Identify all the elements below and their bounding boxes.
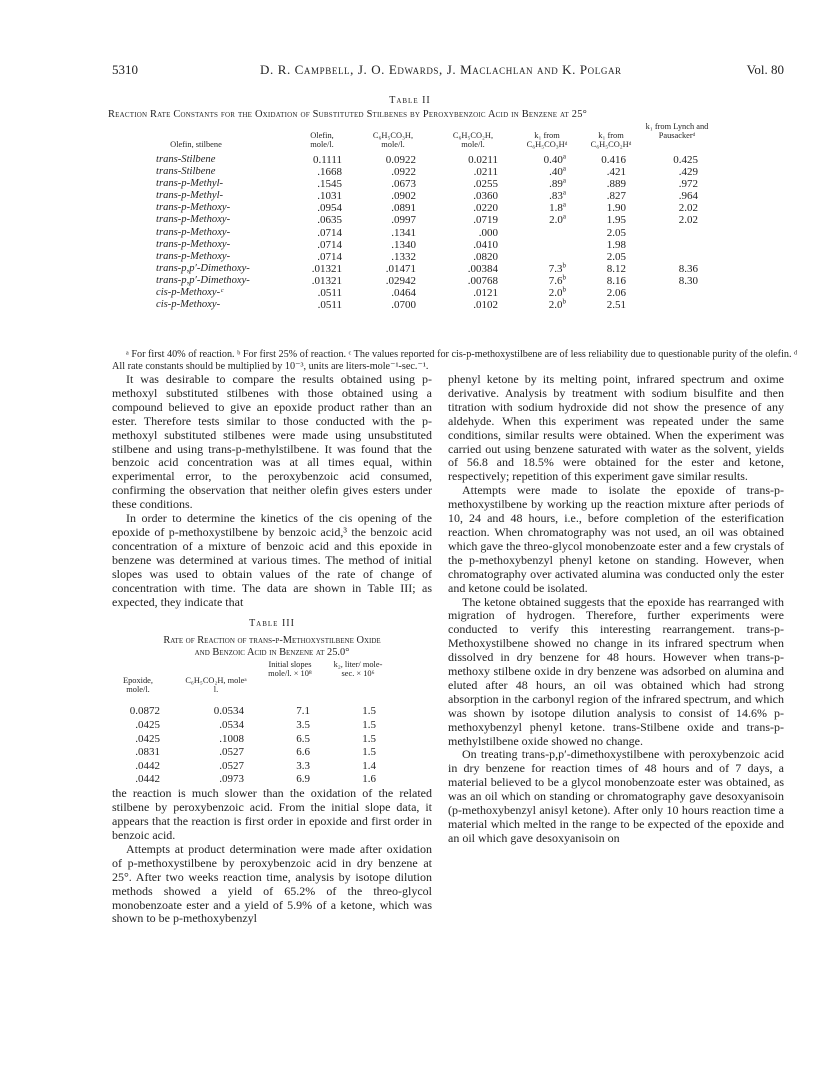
author-line: D. R. Campbell, J. O. Edwards, J. Maclachlan and K. Polgar bbox=[260, 62, 622, 77]
cell-k1-acid-value: .827 bbox=[606, 190, 626, 203]
cell-olefin-value: cis-p-Methoxy- bbox=[156, 299, 221, 311]
cell-k1-acid-value: 1.98 bbox=[606, 238, 626, 251]
cell-acid-conc bbox=[442, 154, 498, 166]
table-row bbox=[112, 705, 432, 718]
cell-acid-conc-value: .0211 bbox=[473, 166, 498, 179]
cell-olefin-conc bbox=[286, 202, 342, 214]
cell-olefin-conc bbox=[286, 214, 342, 226]
table-cell: 7.1 bbox=[296, 705, 310, 718]
footnote-marker: a bbox=[562, 176, 566, 185]
cell-k1-acid bbox=[580, 166, 626, 178]
col-header-olefin-conc: Olefin, mole/l. bbox=[310, 131, 334, 149]
table-row bbox=[112, 299, 812, 311]
cell-peracid-conc-value: 0.0922 bbox=[385, 154, 416, 166]
cell-peracid-conc-value: .02942 bbox=[385, 274, 416, 287]
cell-k1-acid bbox=[580, 190, 626, 202]
cell-olefin-conc-value: .0954 bbox=[317, 202, 342, 215]
cell-olefin bbox=[156, 287, 223, 299]
cell-olefin-conc bbox=[286, 166, 342, 178]
cell-peracid-conc bbox=[360, 263, 416, 275]
table-cell: .0425 bbox=[135, 732, 160, 745]
table-row bbox=[112, 214, 812, 226]
cell-olefin-conc bbox=[286, 263, 342, 275]
cell-acid-conc bbox=[442, 239, 498, 251]
right-column bbox=[448, 373, 784, 846]
cell-olefin-conc bbox=[286, 275, 342, 287]
cell-olefin-conc-value: .1031 bbox=[317, 190, 342, 203]
cell-peracid-conc-value: .0673 bbox=[391, 178, 416, 191]
cell-olefin-conc bbox=[286, 154, 342, 166]
table-ii-label: Table II bbox=[389, 95, 431, 106]
cell-acid-conc bbox=[442, 190, 498, 202]
footnote-marker: b bbox=[562, 285, 566, 294]
footnote-marker: a bbox=[562, 200, 566, 209]
cell-olefin-value: trans-p-Methyl- bbox=[156, 178, 224, 190]
cell-acid-conc-value: .00768 bbox=[467, 274, 498, 287]
cell-k1-acid bbox=[580, 239, 626, 251]
table-row bbox=[112, 719, 432, 732]
cell-k1-peracid bbox=[512, 263, 566, 275]
table-iii-label: Table III bbox=[249, 618, 295, 630]
cell-k1-acid bbox=[580, 154, 626, 166]
cell-olefin bbox=[156, 263, 250, 275]
cell-peracid-conc bbox=[360, 239, 416, 251]
table-cell: 1.4 bbox=[362, 759, 376, 772]
cell-k1-acid bbox=[580, 202, 626, 214]
cell-k1-lit-value: .972 bbox=[678, 178, 698, 191]
col-header-epoxide: Epoxide, mole/l. bbox=[122, 676, 153, 695]
cell-k1-acid-value: .889 bbox=[606, 178, 626, 191]
table-cell: 3.5 bbox=[296, 718, 310, 731]
cell-k1-lit bbox=[644, 154, 698, 166]
cell-peracid-conc bbox=[360, 275, 416, 287]
table-row bbox=[112, 746, 432, 759]
col-header-acid-conc: C₆H₅CO₂H, mole/l. bbox=[452, 131, 494, 149]
table-iii-caption-line: and Benzoic Acid in Benzene at 25.0° bbox=[194, 647, 350, 659]
cell-k1-acid bbox=[580, 287, 626, 299]
paragraph: The ketone obtained suggests that the epoxide has rearranged with migration of hydrogen. Therefore, further experiments were conducted to verify this interesting rearrangement. trans-p-Methoxystilbene showed no change in its infrared spectrum when dissolved in dry benzene for 48 hours. However when trans-p-methoxy stilbene oxide in dry benzene was adsorbed on alumina and eluted after 48 hours, an oil was obtained which had strong absorption in the carbonyl region of the infrared spectrum, and which was shown by isotope dilution analysis to consist of 14.6% p-methoxybenzyl phenyl ketone. trans-Stilbene oxide and trans-p-methylstilbene oxide showed no change. bbox=[448, 594, 784, 748]
cell-peracid-conc-value: .0464 bbox=[391, 287, 416, 300]
cell-olefin-value: trans-p-Methoxy- bbox=[156, 226, 231, 238]
col-header-slopes: Initial slopes mole/l. × 10⁸ bbox=[268, 660, 312, 679]
cell-acid-conc bbox=[442, 263, 498, 275]
cell-k1-peracid bbox=[512, 214, 566, 226]
volume-number: Vol. 80 bbox=[746, 62, 784, 77]
cell-peracid-conc-value: .1332 bbox=[391, 250, 416, 263]
table-iii-caption-line: Rate of Reaction of trans-p-Methoxystilbene Oxide bbox=[163, 635, 381, 647]
cell-olefin-conc-value: 0.1111 bbox=[312, 154, 342, 166]
cell-k1-lit bbox=[644, 202, 698, 214]
cell-acid-conc-value: .0719 bbox=[473, 214, 498, 227]
cell-k1-acid-value: 1.90 bbox=[606, 202, 626, 215]
cell-olefin-conc-value: .0511 bbox=[317, 299, 342, 312]
cell-k1-peracid bbox=[512, 190, 566, 202]
cell-acid-conc-value: .0820 bbox=[473, 250, 498, 263]
cell-k1-lit bbox=[644, 275, 698, 287]
table-cell: 6.6 bbox=[296, 746, 310, 759]
cell-olefin-conc-value: .0714 bbox=[317, 250, 342, 263]
cell-olefin-conc-value: .0511 bbox=[317, 287, 342, 300]
cell-peracid-conc-value: .0902 bbox=[391, 190, 416, 203]
table-cell: .0973 bbox=[219, 773, 244, 786]
footnote-marker: b bbox=[562, 297, 566, 306]
cell-k1-peracid-value: .83 bbox=[549, 190, 563, 203]
cell-olefin-conc-value: .0714 bbox=[317, 238, 342, 251]
table-iii-caption bbox=[112, 635, 432, 659]
table-ii-header bbox=[112, 120, 812, 154]
cell-peracid-conc bbox=[360, 166, 416, 178]
table-cell: .0527 bbox=[219, 759, 244, 772]
table-cell: .0442 bbox=[135, 759, 160, 772]
cell-k1-acid bbox=[580, 178, 626, 190]
cell-acid-conc-value: .0102 bbox=[473, 299, 498, 312]
cell-k1-peracid-value: 7.6 bbox=[548, 274, 563, 287]
table-cell: 3.3 bbox=[296, 759, 310, 772]
cell-peracid-conc-value: .0922 bbox=[391, 166, 416, 179]
cell-k1-acid bbox=[580, 227, 626, 239]
table-ii-caption: Reaction Rate Constants for the Oxidation of Substituted Stilbenes by Peroxybenzoic Acid in Benzene at 25° bbox=[108, 109, 587, 120]
table-cell: 0.0534 bbox=[213, 705, 244, 718]
footnote-marker: a bbox=[562, 188, 566, 197]
cell-k1-acid bbox=[580, 263, 626, 275]
cell-k1-lit-value: .429 bbox=[678, 166, 698, 179]
cell-acid-conc-value: .0255 bbox=[473, 178, 498, 191]
table-row bbox=[112, 202, 812, 214]
cell-acid-conc-value: 0.0211 bbox=[468, 154, 498, 166]
cell-k1-acid-value: .421 bbox=[606, 166, 626, 179]
cell-acid-conc-value: .0220 bbox=[473, 202, 498, 215]
cell-olefin bbox=[156, 275, 250, 287]
cell-k1-lit-value: 8.36 bbox=[678, 262, 698, 275]
cell-k1-peracid-value: 1.8 bbox=[549, 202, 563, 215]
footnote-marker: b bbox=[562, 261, 566, 270]
cell-k1-peracid bbox=[512, 166, 566, 178]
cell-k1-acid-value: 2.06 bbox=[606, 287, 626, 300]
cell-peracid-conc-value: .0891 bbox=[391, 202, 416, 215]
cell-k1-peracid bbox=[512, 154, 566, 166]
cell-acid-conc-value: .0121 bbox=[473, 287, 498, 300]
table-row bbox=[112, 154, 812, 166]
cell-olefin bbox=[156, 251, 230, 263]
cell-peracid-conc-value: .0997 bbox=[391, 214, 416, 227]
table-row bbox=[112, 239, 812, 251]
table-cell: 1.5 bbox=[362, 705, 376, 718]
cell-olefin-value: trans-p-Methoxy- bbox=[156, 202, 231, 214]
cell-peracid-conc-value: .0700 bbox=[391, 299, 416, 312]
table-cell: 6.9 bbox=[296, 773, 310, 786]
table-row bbox=[112, 760, 432, 773]
table-cell: .1008 bbox=[219, 732, 244, 745]
table-cell: .0442 bbox=[135, 773, 160, 786]
cell-olefin-conc bbox=[286, 227, 342, 239]
table-cell: .0425 bbox=[135, 718, 160, 731]
cell-peracid-conc bbox=[360, 190, 416, 202]
cell-k1-peracid-value: .89 bbox=[549, 178, 563, 191]
cell-olefin-conc bbox=[286, 287, 342, 299]
cell-olefin-conc bbox=[286, 239, 342, 251]
table-cell: .0831 bbox=[135, 746, 160, 759]
col-header-k1-acid: k₁ from C₆H₅CO₂Hᵈ bbox=[590, 131, 632, 149]
cell-k1-acid bbox=[580, 251, 626, 263]
cell-k1-acid-value: 1.95 bbox=[606, 214, 626, 227]
cell-acid-conc bbox=[442, 178, 498, 190]
cell-k1-lit bbox=[644, 214, 698, 226]
paragraph: the reaction is much slower than the oxidation of the related stilbene by peroxybenzoic acid. From the initial slope data, it appears that the reaction is first order in epoxide and first order in benzoic acid. bbox=[112, 786, 432, 843]
cell-acid-conc-value: .0410 bbox=[473, 238, 498, 251]
cell-acid-conc bbox=[442, 299, 498, 311]
cell-k1-peracid-value: 2.0 bbox=[549, 214, 563, 227]
footnote-marker: b bbox=[562, 273, 566, 282]
cell-acid-conc bbox=[442, 214, 498, 226]
cell-peracid-conc bbox=[360, 214, 416, 226]
cell-olefin bbox=[156, 202, 230, 214]
cell-acid-conc bbox=[442, 227, 498, 239]
cell-k1-lit bbox=[644, 178, 698, 190]
table-cell: 1.5 bbox=[362, 732, 376, 745]
table-row bbox=[112, 733, 432, 746]
cell-acid-conc-value: .0360 bbox=[473, 190, 498, 203]
footnote-marker: a bbox=[562, 152, 566, 161]
table-ii-footnotes: ᵃ For first 40% of reaction. ᵇ For first 25% of reaction. ᶜ The values reported for cis-p-methoxystilbene are of less reliability due to questionable purity of the olefin. ᵈ All rate constants should be multiplied by 10⁻³, units are liters-mole⁻¹-sec.⁻¹. bbox=[112, 349, 798, 372]
cell-olefin bbox=[156, 227, 230, 239]
cell-acid-conc bbox=[442, 166, 498, 178]
table-row bbox=[112, 275, 812, 287]
table-row bbox=[112, 227, 812, 239]
cell-k1-lit-value: 8.30 bbox=[678, 274, 698, 287]
cell-acid-conc-value: .000 bbox=[478, 226, 498, 239]
table-row bbox=[112, 773, 432, 786]
col-header-olefin: Olefin, stilbene bbox=[170, 140, 222, 149]
col-header-k1-lit: k₁ from Lynch and Pausackerᵈ bbox=[645, 122, 709, 140]
cell-olefin-conc bbox=[286, 299, 342, 311]
cell-peracid-conc bbox=[360, 227, 416, 239]
col-header-k1-peracid: k₁ from C₆H₅CO₃Hᵈ bbox=[526, 131, 568, 149]
cell-k1-acid-value: 8.16 bbox=[606, 274, 626, 287]
table-cell: .0534 bbox=[219, 718, 244, 731]
table-ii-body bbox=[112, 154, 812, 311]
cell-k1-lit bbox=[644, 190, 698, 202]
cell-k1-lit bbox=[644, 166, 698, 178]
cell-acid-conc-value: .00384 bbox=[467, 262, 498, 275]
cell-acid-conc bbox=[442, 287, 498, 299]
cell-peracid-conc bbox=[360, 178, 416, 190]
cell-olefin-value: trans-p-Methyl- bbox=[156, 190, 224, 202]
paragraph: In order to determine the kinetics of the cis opening of the epoxide of p-methoxystilbene by benzoic acid,³ the benzoic acid concentration of a mixture of benzoic acid and this epoxide in benzene was determined at various times. The method of initial slopes was used to obtain values of the rate of change of concentration with time. The data are shown in Table III; as expected, they indicate that bbox=[112, 511, 432, 609]
cell-k1-acid bbox=[580, 299, 626, 311]
cell-k1-acid bbox=[580, 214, 626, 226]
cell-peracid-conc bbox=[360, 154, 416, 166]
cell-k1-lit bbox=[644, 263, 698, 275]
cell-k1-peracid bbox=[512, 202, 566, 214]
cell-olefin-value: trans-p-Methoxy- bbox=[156, 214, 231, 226]
cell-olefin bbox=[156, 299, 220, 311]
table-cell: 6.5 bbox=[296, 732, 310, 745]
table-cell: 1.5 bbox=[362, 746, 376, 759]
cell-olefin-conc-value: .1668 bbox=[317, 166, 342, 179]
cell-olefin-conc bbox=[286, 190, 342, 202]
paragraph: Attempts at product determination were made after oxidation of p-methoxystilbene by peroxybenzoic acid in dry benzene at 25°. After two weeks reaction time, analysis by isotope dilution methods showed a yield of 65.2% of the threo-glycol monobenzoate ester and a yield of 5.9% of a ketone, which was shown to be p-methoxybenzyl bbox=[112, 841, 432, 926]
cell-k1-peracid-value: .40 bbox=[549, 166, 563, 179]
cell-peracid-conc bbox=[360, 287, 416, 299]
table-row bbox=[112, 263, 812, 275]
table-row bbox=[112, 166, 812, 178]
cell-olefin-value: trans-p,p′-Dimethoxy- bbox=[156, 262, 250, 274]
col-header-peracid-conc: C₆H₅CO₃H, mole/l. bbox=[372, 131, 414, 149]
cell-k1-peracid bbox=[512, 275, 566, 287]
footnote-marker: a bbox=[562, 212, 566, 221]
paragraph: phenyl ketone by its melting point, infrared spectrum and oxime derivative. Analysis by treatment with sodium bisulfite and then titration with sodium hydroxide did not show the presence of any aldehyde. When this experiment was repeated under the same conditions, similar results were obtained. When the experiment was carried out using benzene saturated with water as the solvent, yields of 56.8 and 18.5% were obtained for the ester and ketone, respectively; repetition of this experiment gave similar results. bbox=[448, 372, 784, 484]
cell-olefin-value: trans-p-Methoxy- bbox=[156, 250, 231, 262]
cell-olefin-conc-value: .1545 bbox=[317, 178, 342, 191]
cell-olefin-value: trans-Stilbene bbox=[156, 166, 216, 178]
cell-peracid-conc-value: .01471 bbox=[385, 262, 416, 275]
cell-k1-peracid-value: 2.0 bbox=[548, 299, 563, 312]
cell-k1-acid-value: 2.05 bbox=[606, 226, 626, 239]
left-column bbox=[112, 373, 432, 926]
cell-acid-conc bbox=[442, 202, 498, 214]
paragraph: It was desirable to compare the results obtained using p-methoxyl substituted stilbenes with those obtained using a compound believed to give an epoxide product rather than an ester. Therefore tests similar to those conducted with the p-methoxyl substituted stilbenes were made using unsubstituted stilbene and using trans-p-methylstilbene. It was found that the benzoic acid concentration was at all times equal, within experimental error, to the peroxybenzoic acid consumed, confirming the observation that neither olefin gives esters under these conditions. bbox=[112, 372, 432, 512]
cell-olefin bbox=[156, 239, 230, 251]
cell-k1-peracid bbox=[512, 287, 566, 299]
cell-acid-conc bbox=[442, 275, 498, 287]
cell-olefin-conc-value: .01321 bbox=[311, 274, 342, 287]
cell-acid-conc bbox=[442, 251, 498, 263]
cell-olefin bbox=[156, 190, 223, 202]
cell-olefin-conc-value: .0714 bbox=[317, 226, 342, 239]
cell-peracid-conc-value: .1340 bbox=[391, 238, 416, 251]
table-row bbox=[112, 190, 812, 202]
cell-peracid-conc-value: .1341 bbox=[391, 226, 416, 239]
cell-olefin-value: trans-p,p′-Dimethoxy- bbox=[156, 274, 250, 286]
cell-k1-peracid-value: 7.3 bbox=[548, 262, 563, 275]
cell-olefin bbox=[156, 178, 223, 190]
cell-olefin-value: cis-p-Methoxy-ᶜ bbox=[156, 287, 223, 299]
cell-k1-acid bbox=[580, 275, 626, 287]
cell-olefin-value: trans-p-Methoxy- bbox=[156, 238, 231, 250]
cell-k1-peracid bbox=[512, 178, 566, 190]
cell-olefin bbox=[156, 154, 215, 166]
cell-olefin-value: trans-Stilbene bbox=[156, 154, 216, 165]
footnote-marker: a bbox=[562, 164, 566, 173]
table-cell: 0.0872 bbox=[129, 705, 160, 718]
cell-k1-peracid-value: 2.0 bbox=[548, 287, 563, 300]
col-header-k2: k₂, liter/ mole-sec. × 10⁶ bbox=[333, 660, 383, 679]
cell-olefin-conc-value: .0635 bbox=[317, 214, 342, 227]
cell-k1-lit-value: 2.02 bbox=[678, 202, 698, 215]
cell-peracid-conc bbox=[360, 251, 416, 263]
cell-olefin bbox=[156, 214, 230, 226]
cell-k1-lit-value: 0.425 bbox=[673, 154, 698, 166]
cell-k1-lit-value: .964 bbox=[678, 190, 698, 203]
cell-peracid-conc bbox=[360, 202, 416, 214]
running-header bbox=[112, 62, 790, 82]
table-cell: .0527 bbox=[219, 746, 244, 759]
cell-peracid-conc bbox=[360, 299, 416, 311]
cell-k1-acid-value: 2.51 bbox=[606, 299, 626, 312]
table-cell: 1.5 bbox=[362, 718, 376, 731]
paragraph: On treating trans-p,p′-dimethoxystilbene with peroxybenzoic acid in dry benzene for reaction times of 48 hours and of 7 days, a material believed to be a glycol monobenzoate ester was obtained, as was an oil which on standing or chromatography gave desoxyanisoin (p-methoxybenzyl anisyl ketone). After only 10 hours reaction time a material which melted in the range to be expected of the epoxide and an oil which gave desoxyanisoin on bbox=[448, 747, 784, 845]
table-iii bbox=[112, 661, 432, 787]
cell-olefin-conc bbox=[286, 178, 342, 190]
cell-olefin-conc bbox=[286, 251, 342, 263]
cell-olefin-conc-value: .01321 bbox=[311, 262, 342, 275]
table-row bbox=[112, 251, 812, 263]
table-row bbox=[112, 287, 812, 299]
page-number: 5310 bbox=[112, 62, 138, 77]
cell-k1-acid-value: 8.12 bbox=[606, 262, 626, 275]
cell-k1-acid-value: 0.416 bbox=[601, 154, 626, 166]
table-row bbox=[112, 178, 812, 190]
cell-k1-peracid bbox=[512, 299, 566, 311]
cell-k1-peracid-value: 0.40 bbox=[543, 154, 563, 166]
col-header-acid: C₆H₅CO₂H, moleᵃ l. bbox=[185, 676, 247, 695]
cell-k1-lit-value: 2.02 bbox=[678, 214, 698, 227]
cell-olefin bbox=[156, 166, 215, 178]
cell-k1-acid-value: 2.05 bbox=[606, 250, 626, 263]
paragraph: Attempts were made to isolate the epoxide of trans-p-methoxystilbene by working up the reaction mixture after periods of 10, 24 and 48 hours, i.e., before completion of the esterification reaction. When chromatography was not used, an oil was obtained which gave the threo-glycol monobenzoate ester and a few crystals of the p-methoxybenzyl phenyl ketone on standing. However, when chromatography over activated alumina was conducted only the ester and ketone could be isolated. bbox=[448, 483, 784, 595]
table-cell: 1.6 bbox=[362, 773, 376, 786]
